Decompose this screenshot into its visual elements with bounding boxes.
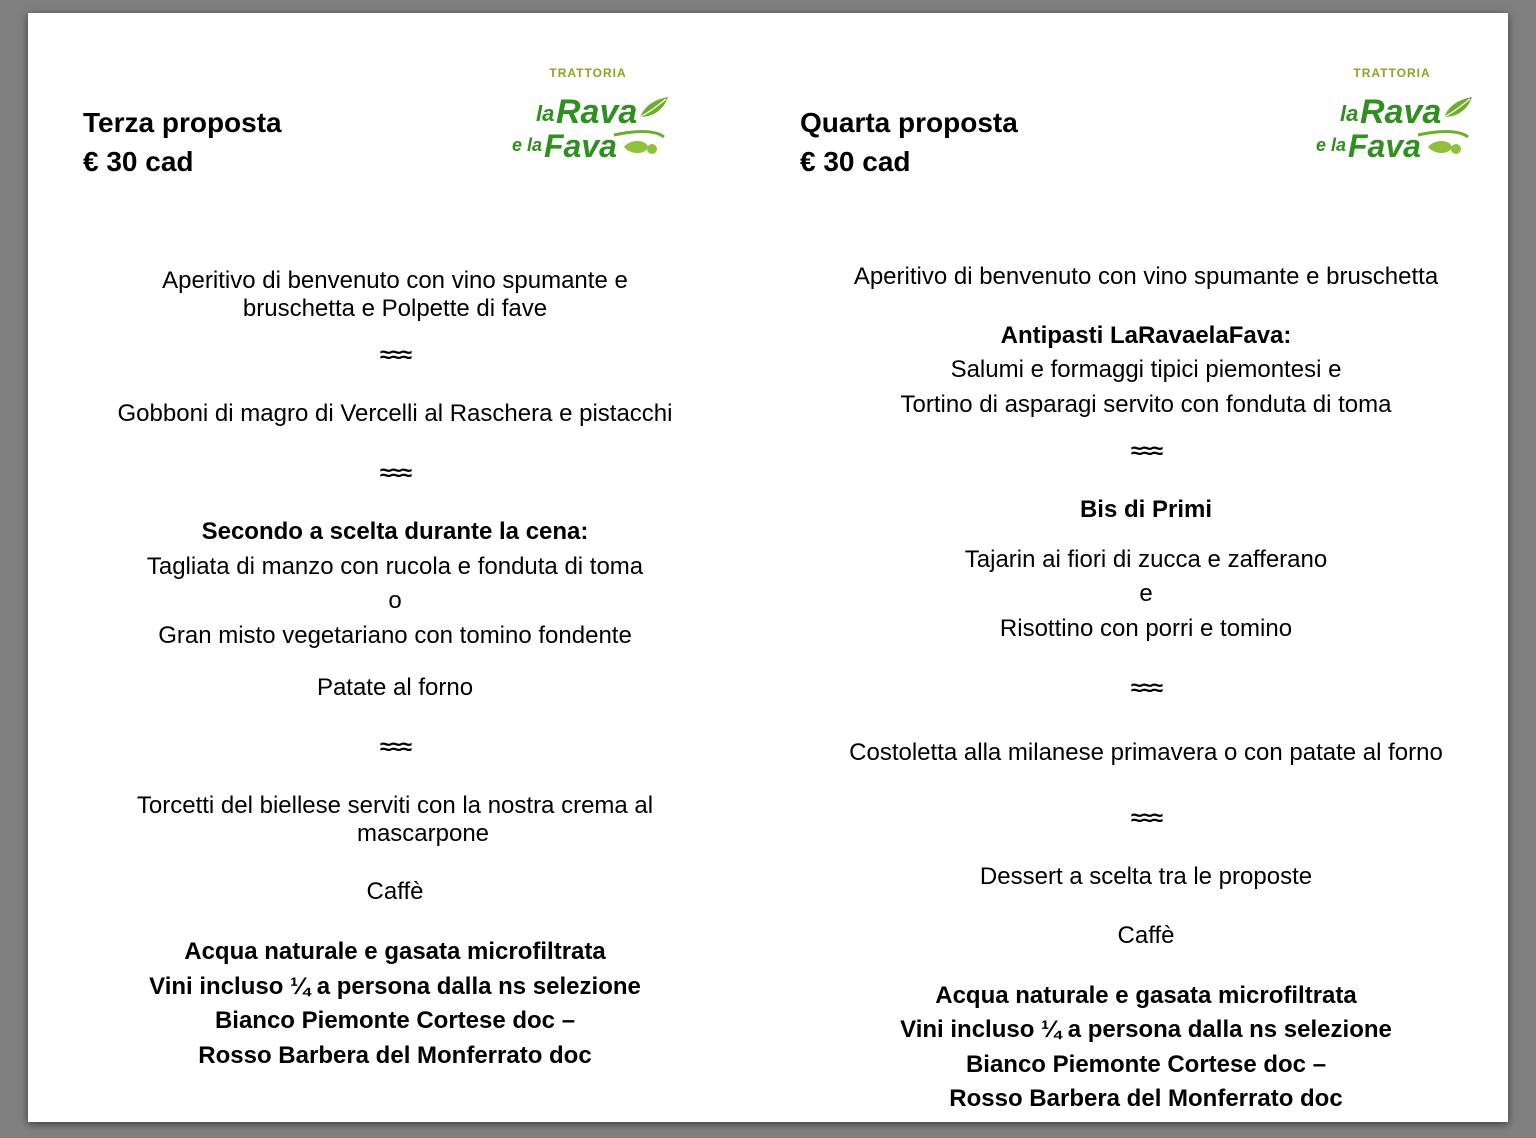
section-separator: ≈≈≈ [1130,805,1162,830]
leaf-icon [1444,97,1472,117]
menu-panel-terza [28,13,768,1122]
logo-word-ela: e la [512,135,543,155]
menu-heading [800,103,1018,181]
menu-title: Quarta proposta [800,107,1018,138]
drinks-line: Vini incluso ¼ a persona dalla ns selezione [900,1016,1392,1043]
drinks-line: Acqua naturale e gasata microfiltrata [935,982,1357,1009]
drinks-line: Acqua naturale e gasata microfiltrata [184,938,606,965]
logo-word-la: la [1340,101,1359,126]
menu-item: Aperitivo di benvenuto con vino spumante e bruschetta [853,263,1439,290]
logo-tag: TRATTORIA [549,66,627,80]
menu-item: Patate al forno [316,674,474,701]
menu-item: Tajarin ai fiori di zucca e zafferano [964,546,1328,573]
menu-section-heading: Antipasti LaRavaelaFava: [1000,322,1292,349]
section-separator: ≈≈≈ [1130,675,1162,700]
menu-item: mascarpone [356,820,490,847]
menu-item: Salumi e formaggi tipici piemontesi e [950,356,1342,383]
drinks-line: Bianco Piemonte Cortese doc – [214,1007,576,1034]
section-separator: ≈≈≈ [379,460,411,485]
drinks-line: Vini incluso ¼ a persona dalla ns selezione [149,973,641,1000]
drinks-line: Bianco Piemonte Cortese doc – [965,1051,1327,1078]
menu-item: o [388,587,402,614]
menu-item: Torcetti del biellese serviti con la nostra crema al [136,792,654,819]
logo-word-rava: Rava [1360,93,1442,131]
menu-page [28,13,1508,1122]
menu-title: Terza proposta [83,107,282,138]
menu-item: Costoletta alla milanese primavera o con patate al forno [849,739,1443,766]
swirl-icon [614,132,664,155]
menu-item: Caffè [1117,922,1175,949]
menu-item: Tortino di asparagi servito con fonduta di toma [900,391,1392,418]
menu-item: e [1139,580,1153,607]
logo-word-fava: Fava [1348,128,1421,161]
swirl-icon [1418,132,1468,155]
menu-item: bruschetta e Polpette di fave [242,295,548,322]
section-separator: ≈≈≈ [1130,438,1162,463]
drinks-line: Rosso Barbera del Monferrato doc [949,1085,1343,1112]
trattoria-logo [1310,51,1480,161]
menu-item: Gobboni di magro di Vercelli al Raschera e pistacchi [117,400,673,427]
trattoria-logo [506,51,676,161]
logo-word-fava: Fava [544,128,617,161]
menu-heading [83,103,282,181]
drinks-line: Rosso Barbera del Monferrato doc [198,1042,592,1069]
logo-word-la: la [536,101,555,126]
logo-word-rava: Rava [556,93,638,131]
menu-item: Caffè [366,878,424,905]
menu-price: € 30 cad [800,146,911,177]
menu-item: Aperitivo di benvenuto con vino spumante e [162,267,628,294]
menu-section-heading: Secondo a scelta durante la cena: [201,518,589,545]
menu-section-heading: Bis di Primi [1079,496,1213,523]
leaf-icon [640,97,668,117]
menu-price: € 30 cad [83,146,194,177]
section-separator: ≈≈≈ [379,734,411,759]
menu-item: Risottino con porri e tomino [999,615,1293,642]
logo-word-ela: e la [1316,135,1347,155]
menu-item: Tagliata di manzo con rucola e fonduta di toma [146,553,644,580]
menu-item: Gran misto vegetariano con tomino fondente [158,622,632,649]
logo-tag: TRATTORIA [1353,66,1431,80]
section-separator: ≈≈≈ [379,342,411,367]
menu-panel-quarta [768,13,1508,1122]
menu-item: Dessert a scelta tra le proposte [979,863,1313,890]
